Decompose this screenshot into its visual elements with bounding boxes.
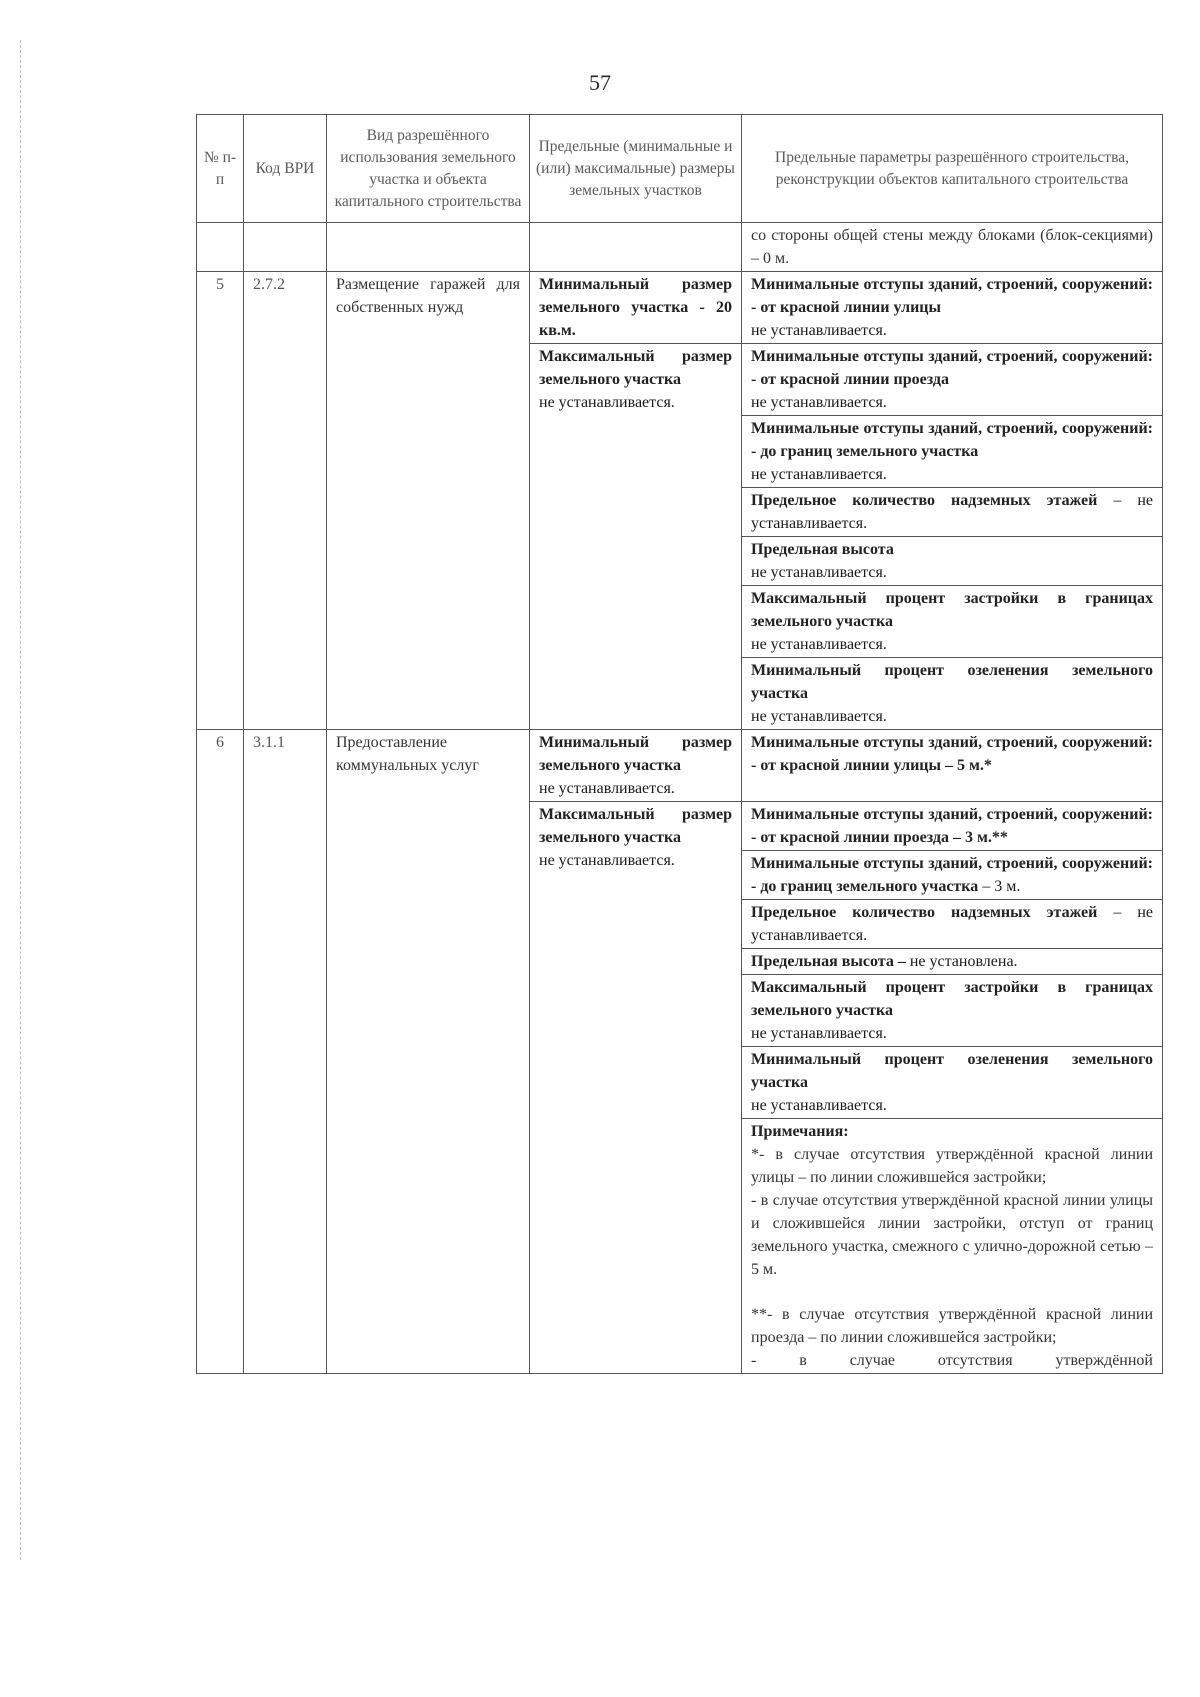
row-6-use: Предоставление коммунальных услуг <box>327 730 530 1374</box>
note-gap <box>751 1281 1153 1303</box>
row-5-size-min <box>530 272 742 344</box>
note-paragraph: *- в случае отсутствия утверждённой красной линии улицы – по линии сложившейся застройки; <box>751 1146 1153 1186</box>
param-title: Минимальные отступы зданий, строений, сооружений: <box>751 348 1153 365</box>
param-value: не устанавливается. <box>751 564 887 581</box>
header-row <box>197 115 1163 223</box>
row-5-param-6 <box>742 586 1163 658</box>
row-5-param-3 <box>742 416 1163 488</box>
header-code: Код ВРИ <box>244 115 327 223</box>
param-value: не устанавливается. <box>751 322 887 339</box>
param-sub: - от красной линии проезда – 3 м.** <box>751 829 1008 846</box>
notes-title: Примечания: <box>751 1123 849 1140</box>
row-5-param-5 <box>742 537 1163 586</box>
row-5-code: 2.7.2 <box>244 272 327 730</box>
param-value: не устанавливается. <box>751 466 887 483</box>
param-value: не устанавливается. <box>751 1025 887 1042</box>
param-title: Минимальные отступы зданий, строений, сооружений: <box>751 420 1153 437</box>
param-value: – 3 м. <box>978 878 1021 895</box>
row-5-sub-1 <box>197 272 1163 344</box>
param-title: Максимальный процент застройки в границах земельного участка <box>751 979 1153 1019</box>
row-6-code: 3.1.1 <box>244 730 327 1374</box>
row-6-size-max-title: Максимальный размер земельного участка <box>539 806 732 846</box>
row-5-size-max-value: не устанавливается. <box>539 394 675 411</box>
header-params: Предельные параметры разрешённого строительства, реконструкции объектов капитального строительства <box>742 115 1163 223</box>
note-paragraph: - в случае отсутствия утверждённой красной линии улицы и сложившейся линии застройки, отступ от границ земельного участка, смежного с улично-дорожной сетью – 5 м. <box>751 1192 1153 1278</box>
row-5-size-max <box>530 344 742 730</box>
regulations-table <box>196 114 1163 1374</box>
row-6-sub-1 <box>197 730 1163 802</box>
header-size: Предельные (минимальные и (или) максимальные) размеры земельных участков <box>530 115 742 223</box>
row-5-size-min-title: Минимальный размер земельного участка <box>539 276 732 316</box>
param-title: Минимальные отступы зданий, строений, сооружений: <box>751 276 1153 293</box>
param-title: Предельная высота – <box>751 953 906 970</box>
cont-num <box>197 223 244 272</box>
cont-use <box>327 223 530 272</box>
param-title: Минимальные отступы зданий, строений, сооружений: <box>751 734 1153 751</box>
row-6-param-2 <box>742 802 1163 851</box>
cont-size <box>530 223 742 272</box>
cont-code <box>244 223 327 272</box>
header-use: Вид разрешённого использования земельного участка и объекта капитального строительства <box>327 115 530 223</box>
row-6-size-min <box>530 730 742 802</box>
scan-edge-artifact <box>20 40 21 1560</box>
note-paragraph: **- в случае отсутствия утверждённой красной линии проезда – по линии сложившейся застройки; <box>751 1306 1153 1346</box>
param-title: Минимальные отступы зданий, строений, сооружений: <box>751 806 1153 823</box>
row-5-param-7 <box>742 658 1163 730</box>
row-5-param-1 <box>742 272 1163 344</box>
param-title: Минимальный процент озеленения земельного участка <box>751 662 1153 702</box>
row-6-param-5 <box>742 949 1163 975</box>
row-5-size-max-title: Максимальный размер земельного участка <box>539 348 732 388</box>
row-5-param-2 <box>742 344 1163 416</box>
row-6-param-7 <box>742 1047 1163 1119</box>
param-title: Предельная высота <box>751 541 894 558</box>
row-6-param-4 <box>742 900 1163 949</box>
param-value: не установлена. <box>905 953 1018 970</box>
param-title: Минимальные отступы зданий, строений, сооружений: <box>751 855 1153 872</box>
row-6-notes <box>742 1119 1163 1374</box>
param-sub: - от красной линии улицы <box>751 299 941 316</box>
row-6-param-1 <box>742 730 1163 802</box>
row-5-param-4 <box>742 488 1163 537</box>
row-6-size-min-value: не устанавливается. <box>539 780 675 797</box>
row-5-num: 5 <box>197 272 244 730</box>
param-value: не устанавливается. <box>751 394 887 411</box>
param-value: не устанавливается. <box>751 1097 887 1114</box>
row-6-param-3 <box>742 851 1163 900</box>
param-title: Минимальный процент озеленения земельного участка <box>751 1051 1153 1091</box>
row-6-param-6 <box>742 975 1163 1047</box>
param-value: – не устанавливается. <box>751 904 1153 944</box>
note-paragraph: - в случае отсутствия утверждённой <box>751 1352 1153 1369</box>
param-value: не устанавливается. <box>751 636 887 653</box>
param-sub: - от красной линии улицы – 5 м.* <box>751 757 992 774</box>
param-title: Предельное количество надземных этажей <box>751 904 1098 921</box>
param-sub: - от красной линии проезда <box>751 371 949 388</box>
param-title: Максимальный процент застройки в границах земельного участка <box>751 590 1153 630</box>
param-value: – не устанавливается. <box>751 492 1153 532</box>
param-title: Предельное количество надземных этажей <box>751 492 1098 509</box>
continuation-row <box>197 223 1163 272</box>
row-6-size-max-value: не устанавливается. <box>539 852 675 869</box>
row-6-size-min-title: Минимальный размер земельного участка <box>539 734 732 774</box>
row-5-size-min-value: - 20 кв.м. <box>539 299 732 339</box>
row-6-size-max <box>530 802 742 1374</box>
cont-params: со стороны общей стены между блоками (блок-секциями) – 0 м. <box>742 223 1163 272</box>
row-5-use: Размещение гаражей для собственных нужд <box>327 272 530 730</box>
page-number: 57 <box>589 70 611 95</box>
param-sub: - до границ земельного участка <box>751 443 979 460</box>
header-num: № п-п <box>197 115 244 223</box>
param-value: не устанавливается. <box>751 708 887 725</box>
row-6-num: 6 <box>197 730 244 1374</box>
param-sub: - до границ земельного участка <box>751 878 979 895</box>
